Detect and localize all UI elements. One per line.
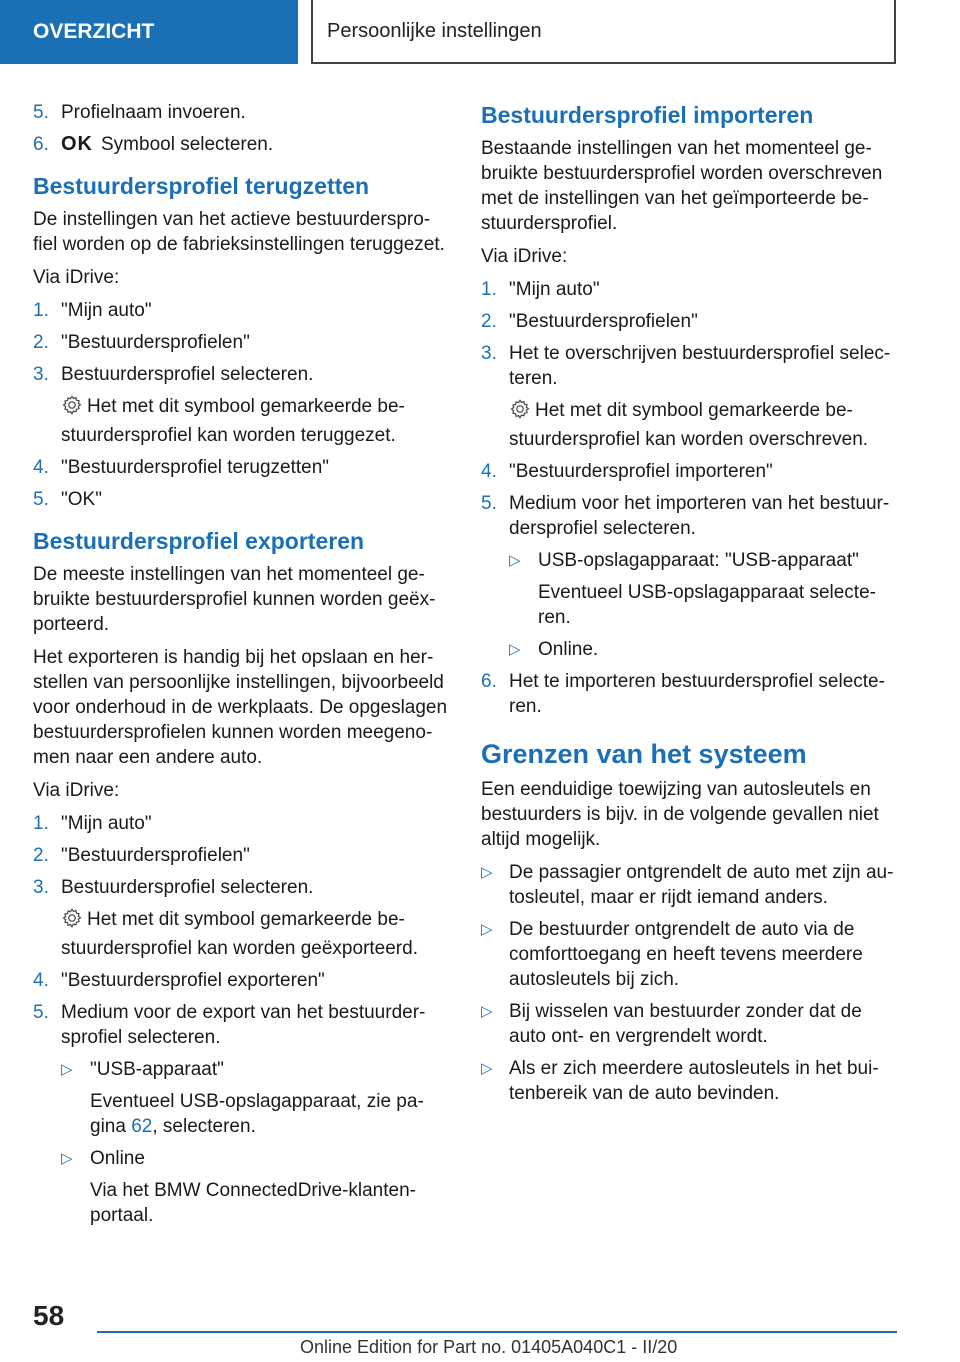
step-text: Medium voor het importeren van het bestuurdersprofiel selecteren. bbox=[509, 493, 890, 539]
paragraph: Bestaande instellingen van het momenteel gebruikte bestuurdersprofiel worden overschreven met de instellingen van het geïmporteerde bestuurdersprofiel. bbox=[481, 138, 883, 234]
note-text: Het met dit symbool gemarkeerde bestuurdersprofiel kan worden overschreven. bbox=[509, 400, 869, 450]
step-number: 5. bbox=[33, 489, 49, 510]
list-item bbox=[33, 298, 448, 323]
right-column bbox=[481, 100, 896, 1113]
step-text: Medium voor de export van het bestuurdersprofiel selecteren. bbox=[61, 1002, 426, 1048]
paragraph: De instellingen van het actieve bestuurdersprofiel worden op de fabrieksinstellingen teruggezet. bbox=[33, 209, 445, 255]
header-section-tab: OVERZICHT bbox=[0, 0, 298, 64]
ok-icon: OK bbox=[61, 133, 93, 155]
list-item bbox=[33, 968, 448, 993]
sub-option-label: USB-opslagapparaat: "USB-apparaat" bbox=[538, 550, 859, 571]
step-number: 3. bbox=[481, 343, 497, 364]
sub-option-label: Online. bbox=[538, 639, 599, 660]
step-number: 6. bbox=[33, 134, 49, 155]
sub-option-detail: Via het BMW ConnectedDrive-klantenportaal. bbox=[90, 1180, 416, 1226]
step-text: Het te overschrijven bestuurdersprofiel selecteren. bbox=[509, 343, 891, 389]
step-number: 5. bbox=[33, 1002, 49, 1023]
step-number: 2. bbox=[481, 311, 497, 332]
sub-option bbox=[61, 1057, 448, 1082]
section-heading-reset: Bestuurdersprofiel terugzetten bbox=[33, 173, 370, 199]
step-text: "Bestuurdersprofielen" bbox=[61, 845, 250, 866]
triangle-right-icon: ▷ bbox=[509, 552, 521, 569]
triangle-right-icon: ▷ bbox=[481, 1003, 493, 1020]
footer-divider bbox=[97, 1331, 897, 1333]
note bbox=[509, 398, 896, 452]
via-label: Via iDrive: bbox=[33, 780, 120, 801]
step-number: 2. bbox=[33, 332, 49, 353]
list-item bbox=[481, 341, 896, 391]
detail-text: Eventueel USB-opslagapparaat, zie pagina bbox=[90, 1091, 424, 1137]
step-text: Bestuurdersprofiel selecteren. bbox=[61, 877, 314, 898]
section-heading-limits: Grenzen van het systeem bbox=[481, 739, 807, 769]
step-number: 3. bbox=[33, 877, 49, 898]
list-item bbox=[481, 917, 896, 992]
step-number: 5. bbox=[481, 493, 497, 514]
triangle-right-icon: ▷ bbox=[509, 641, 521, 658]
step-number: 1. bbox=[481, 279, 497, 300]
step-text: "Mijn auto" bbox=[61, 813, 152, 834]
step-text: Symbool selecteren. bbox=[101, 134, 274, 155]
list-item bbox=[481, 491, 896, 541]
list-item bbox=[33, 487, 448, 512]
bullet-text: Als er zich meerdere autosleutels in het buitenbereik van de auto bevinden. bbox=[509, 1058, 879, 1104]
footer-edition: Online Edition for Part no. 01405A040C1 - II/20 bbox=[300, 1337, 678, 1357]
triangle-right-icon: ▷ bbox=[61, 1061, 73, 1078]
paragraph: Het exporteren is handig bij het opslaan en herstellen van persoonlijke instellingen, bijvoorbeeld voor onderhoud in de werkplaats. De opgeslagen bestuurdersprofielen kunnen worden meegenomen naar een andere auto. bbox=[33, 647, 448, 768]
step-text: Het te importeren bestuurdersprofiel selecteren. bbox=[509, 671, 885, 717]
sub-option bbox=[509, 637, 896, 662]
bullet-text: De passagier ontgrendelt de auto met zijn autosleutel, maar er rijdt iemand anders. bbox=[509, 862, 894, 908]
paragraph: De meeste instellingen van het momenteel gebruikte bestuurdersprofiel kunnen worden geëxporteerd. bbox=[33, 564, 436, 635]
list-item bbox=[481, 277, 896, 302]
triangle-right-icon: ▷ bbox=[481, 1060, 493, 1077]
bullet-text: Bij wisselen van bestuurder zonder dat de auto ont- en vergrendelt wordt. bbox=[509, 1001, 862, 1047]
note bbox=[61, 394, 448, 448]
header-title-text: Persoonlijke instellingen bbox=[327, 19, 542, 42]
list-item bbox=[33, 455, 448, 480]
step-text: "Mijn auto" bbox=[509, 279, 600, 300]
note-text: Het met dit symbool gemarkeerde bestuurdersprofiel kan worden geëxporteerd. bbox=[61, 909, 418, 959]
list-item bbox=[33, 875, 448, 900]
gear-icon bbox=[509, 398, 531, 427]
step-number: 6. bbox=[481, 671, 497, 692]
list-item bbox=[33, 843, 448, 868]
step-text: "Bestuurdersprofiel importeren" bbox=[509, 461, 773, 482]
list-item bbox=[481, 669, 896, 719]
gear-icon bbox=[61, 907, 83, 936]
gear-icon bbox=[61, 394, 83, 423]
triangle-right-icon: ▷ bbox=[481, 864, 493, 881]
section-heading-export: Bestuurdersprofiel exporteren bbox=[33, 528, 365, 554]
step-text: "Bestuurdersprofiel exporteren" bbox=[61, 970, 325, 991]
left-column bbox=[33, 100, 448, 1235]
step-number: 2. bbox=[33, 845, 49, 866]
list-item bbox=[481, 860, 896, 910]
detail-text: , selecteren. bbox=[152, 1116, 256, 1137]
list-item bbox=[481, 309, 896, 334]
sub-option-label: Online bbox=[90, 1148, 145, 1169]
step-number: 1. bbox=[33, 813, 49, 834]
step-number: 4. bbox=[33, 970, 49, 991]
list-item bbox=[481, 459, 896, 484]
sub-option-detail: Eventueel USB-opslagapparaat selecteren. bbox=[538, 582, 876, 628]
triangle-right-icon: ▷ bbox=[61, 1150, 73, 1167]
step-number: 4. bbox=[481, 461, 497, 482]
sub-option-detail bbox=[90, 1089, 448, 1139]
note-text: Het met dit symbool gemarkeerde bestuurdersprofiel kan worden teruggezet. bbox=[61, 396, 405, 446]
step-text: Profielnaam invoeren. bbox=[61, 102, 246, 123]
step-number: 3. bbox=[33, 364, 49, 385]
bullet-text: De bestuurder ontgrendelt de auto via de comforttoegang en heeft tevens meerdere autosleutels bij zich. bbox=[509, 919, 863, 990]
step-number: 1. bbox=[33, 300, 49, 321]
header-title bbox=[311, 0, 896, 64]
via-label: Via iDrive: bbox=[33, 267, 120, 288]
triangle-right-icon: ▷ bbox=[481, 921, 493, 938]
page-link[interactable]: 62 bbox=[131, 1116, 153, 1137]
step-number: 4. bbox=[33, 457, 49, 478]
note bbox=[61, 907, 448, 961]
step-text: "Bestuurdersprofielen" bbox=[509, 311, 698, 332]
step-number: 5. bbox=[33, 102, 49, 123]
list-item bbox=[33, 100, 448, 125]
page-number: 58 bbox=[33, 1300, 65, 1331]
via-label: Via iDrive: bbox=[481, 246, 568, 267]
list-item bbox=[33, 811, 448, 836]
list-item bbox=[33, 132, 448, 157]
step-text: "Mijn auto" bbox=[61, 300, 152, 321]
list-item bbox=[33, 1000, 448, 1050]
list-item bbox=[33, 362, 448, 387]
step-text: "Bestuurdersprofielen" bbox=[61, 332, 250, 353]
sub-option bbox=[61, 1146, 448, 1171]
step-text: "OK" bbox=[61, 489, 102, 510]
sub-option bbox=[509, 548, 896, 573]
step-text: "Bestuurdersprofiel terugzetten" bbox=[61, 457, 330, 478]
list-item bbox=[33, 330, 448, 355]
section-heading-import: Bestuurdersprofiel importeren bbox=[481, 102, 814, 128]
paragraph: Een eenduidige toewijzing van autosleutels en bestuurders is bijv. in de volgende gevallen niet altijd mogelijk. bbox=[481, 779, 879, 850]
sub-option-label: "USB-apparaat" bbox=[90, 1059, 224, 1080]
list-item bbox=[481, 999, 896, 1049]
list-item bbox=[481, 1056, 896, 1106]
step-text: Bestuurdersprofiel selecteren. bbox=[61, 364, 314, 385]
